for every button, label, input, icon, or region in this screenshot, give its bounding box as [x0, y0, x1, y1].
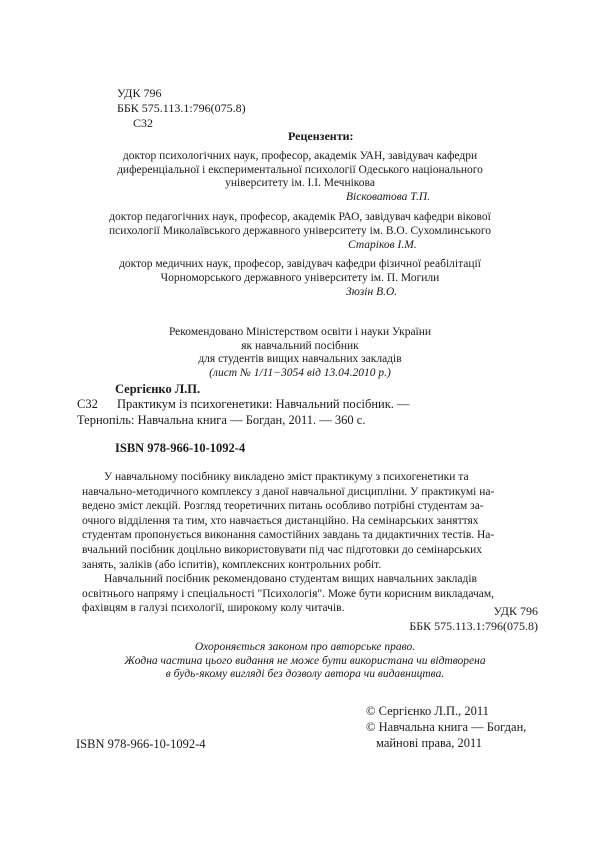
reviewer-2-line: доктор педагогічних наук, професор, академік РАО, завідувач кафедри вікової [109, 211, 491, 223]
annotation-line: фахівцям в галузі психології, широкому колу читачів. [82, 602, 345, 615]
recommendation-letter: (лист № 1/11−3054 від 13.04.2010 р.) [209, 366, 391, 379]
annotation-line: вчальний посібник доцільно використовувати під час підготовки до семінарських [82, 543, 483, 556]
reviewer-1 [80, 150, 520, 191]
reviewers-title: Рецензенти: [288, 129, 354, 143]
reviewer-1-line: університету ім. І.І. Мечнікова [225, 177, 375, 190]
catalog-title: Практикум із психогенетики: Навчальний посібник. — [117, 397, 410, 411]
catalog-publisher: Тернопіль: Навчальна книга — Богдан, 2011. — 360 с. [77, 413, 366, 427]
reviewer-2 [80, 211, 520, 238]
annotation [82, 470, 532, 616]
isbn-plain: ISBN 978-966-10-1092-4 [76, 737, 206, 751]
reviewer-2-name: Старіков І.М. [348, 239, 417, 251]
annotation-line: очного відділення та тим, хто навчається дистанційно. На семінарських заняттях [82, 514, 479, 527]
annotation-line: У навчальному посібнику викладено зміст практикуму з психогенетики та [104, 471, 469, 483]
annotation-line: навчально-методичного комплексу з даної навчальної дисципліни. У практикумі на- [82, 485, 495, 498]
recommendation-line: Рекомендовано Міністерством освіти і науки України [168, 326, 432, 338]
footer-bbk: ББК 575.113.1:796(075.8) [409, 619, 538, 633]
reviewer-3-name: Зюзін В.О. [346, 286, 398, 298]
bbk-code: ББК 575.113.1:796(075.8) [117, 101, 246, 115]
recommendation-line: для студентів вищих навчальних закладів [198, 353, 402, 366]
reviewer-1-line: доктор психологічних наук, професор, академік УАН, завідувач кафедри [122, 150, 478, 162]
catalog-author: Сергієнко Л.П. [115, 382, 201, 396]
copyright-author: © Сергієнко Л.П., 2011 [366, 704, 489, 718]
copyright-notice-line: Охороняється законом про авторське право. [194, 641, 416, 653]
annotation-line: студентам пропонується виконання самостійних завдань та дидактичних тестів. На- [82, 529, 495, 542]
reviewer-1-name: Вісковатова Т.П. [346, 191, 430, 203]
recommendation [80, 326, 520, 380]
reviewer-2-line: психології Миколаївського державного університету ім. В.О. Сухомлинського [108, 224, 492, 237]
footer-udk: УДК 796 [493, 604, 538, 618]
copyright-notice-line: Жодна частина цього видання не може бути використана чи відтворена [124, 654, 486, 667]
annotation-line: ведено зміст лекцій. Розгляд теоретичних питань особливо потрібні студентам за- [82, 500, 484, 513]
reviewer-1-line: диференціальної і експериментальної психології Одеського національного [117, 163, 483, 176]
catalog-code: С32 [77, 397, 98, 411]
recommendation-line: як навчальний посібник [241, 339, 359, 352]
copyright-block [366, 703, 526, 751]
reviewer-3-line: Чорноморського державного університету ім. П. Могили [160, 271, 440, 284]
annotation-line: освітнього напряму і спеціальності "Психологія". Може бути корисним викладачам, [82, 587, 495, 600]
isbn-bold: ISBN 978-966-10-1092-4 [115, 441, 246, 455]
annotation-line: Навчальний посібник рекомендовано студентам вищих навчальних закладів [104, 573, 477, 586]
annotation-line: занять, заліків (або іспитів), комплексних контрольних робіт. [82, 558, 382, 571]
reviewer-3-line: доктор медичних наук, професор, завідувач кафедри фізичної реабілітації [119, 258, 481, 270]
copyright-notice [80, 641, 530, 682]
copyright-rights: майнові права, 2011 [376, 736, 483, 750]
author-sign-code: С32 [133, 116, 154, 130]
copyright-notice-line: в будь-якому вигляді без дозволу автора чи видавництва. [165, 668, 445, 681]
copyright-publisher: © Навчальна книга — Богдан, [366, 720, 527, 734]
reviewer-3 [80, 258, 520, 285]
udk-code: УДК 796 [117, 86, 162, 100]
